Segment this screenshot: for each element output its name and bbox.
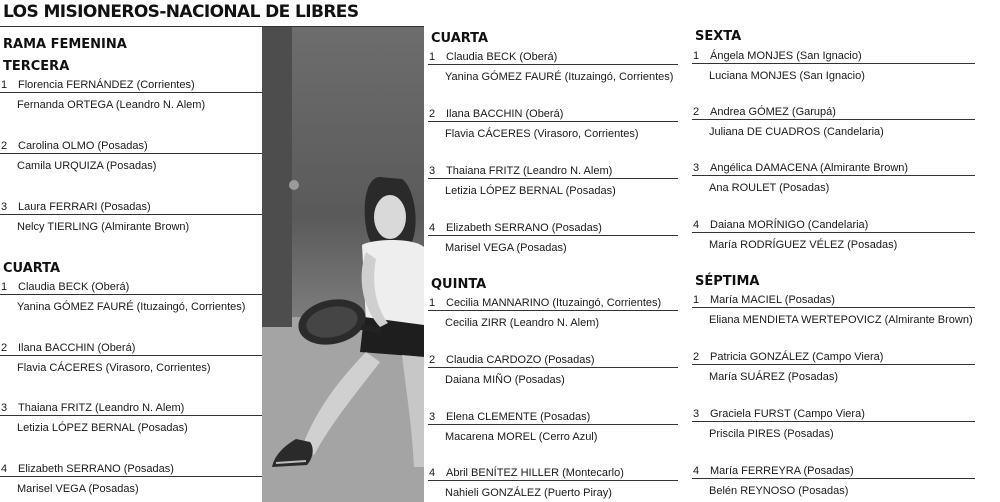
player-1: Claudia BECK (Oberá) (446, 51, 558, 63)
player-1: Thaiana FRITZ (Leandro N. Alem) (446, 165, 613, 177)
player-1: Patricia GONZÁLEZ (Campo Viera) (710, 351, 884, 363)
player-2: Marisel VEGA (Posadas) (17, 483, 139, 495)
player-illustration (262, 27, 424, 502)
player-2: Daiana MIÑO (Posadas) (445, 374, 565, 386)
category-heading-septima: SÉPTIMA (695, 274, 760, 289)
pair-row: 4 Abril BENÍTEZ HILLER (Montecarlo) Nahieli GONZÁLEZ (Puerto Piray) (428, 465, 678, 500)
pair-row: 1 Florencia FERNÁNDEZ (Corrientes) Fernanda ORTEGA (Leandro N. Alem) (0, 77, 262, 112)
pair-row: 2 Ilana BACCHIN (Oberá) Flavia CÁCERES (Virasoro, Corrientes) (0, 340, 262, 375)
player-1: María MACIEL (Posadas) (710, 294, 835, 306)
player-2: Marisel VEGA (Posadas) (445, 242, 567, 254)
player-2: Juliana DE CUADROS (Candelaria) (709, 126, 884, 138)
player-1: Carolina OLMO (Posadas) (18, 140, 148, 152)
pair-row: 1 María MACIEL (Posadas) Eliana MENDIETA WERTEPOVICZ (Almirante Brown) (692, 292, 975, 327)
player-1: Claudia CARDOZO (Posadas) (446, 354, 595, 366)
player-2: Belén REYNOSO (Posadas) (709, 485, 849, 497)
category-heading-cuarta: CUARTA (3, 261, 61, 276)
category-heading-cuarta: CUARTA (431, 31, 489, 46)
pair-row: 4 María FERREYRA (Posadas) Belén REYNOSO (Posadas) (692, 463, 975, 498)
player-2: Camila URQUIZA (Posadas) (17, 160, 157, 172)
player-2: Nelcy TIERLING (Almirante Brown) (17, 221, 190, 233)
player-2: Flavia CÁCERES (Virasoro, Corrientes) (17, 362, 211, 374)
player-1: Thaiana FRITZ (Leandro N. Alem) (18, 402, 185, 414)
player-1: María FERREYRA (Posadas) (710, 465, 854, 477)
player-1: Cecilia MANNARINO (Ituzaingó, Corrientes) (446, 297, 662, 309)
pair-row: 2 Claudia CARDOZO (Posadas) Daiana MIÑO (Posadas) (428, 352, 678, 387)
player-photo (262, 27, 424, 502)
page-title: LOS MISIONEROS-NACIONAL DE LIBRES (3, 2, 359, 22)
pair-row: 3 Thaiana FRITZ (Leandro N. Alem) Letizia LÓPEZ BERNAL (Posadas) (428, 163, 678, 198)
player-1: Andrea GÓMEZ (Garupá) (710, 106, 836, 118)
category-heading-tercera: TERCERA (3, 59, 70, 74)
player-1: Claudia BECK (Oberá) (18, 281, 130, 293)
player-2: María SUÁREZ (Posadas) (709, 371, 838, 383)
player-2: Eliana MENDIETA WERTEPOVICZ (Almirante Brown) (709, 314, 973, 326)
category-heading-sexta: SEXTA (695, 29, 742, 44)
player-2: Luciana MONJES (San Ignacio) (709, 70, 865, 82)
player-1: Ilana BACCHIN (Oberá) (446, 108, 564, 120)
pair-row: 3 Graciela FURST (Campo Viera) Priscila PIRES (Posadas) (692, 406, 975, 441)
player-1: Graciela FURST (Campo Viera) (710, 408, 865, 420)
player-1: Elizabeth SERRANO (Posadas) (446, 222, 602, 234)
pair-row: 1 Claudia BECK (Oberá) Yanina GÓMEZ FAURÉ (Ituzaingó, Corrientes) (428, 49, 678, 84)
pair-row: 4 Elizabeth SERRANO (Posadas) Marisel VEGA (Posadas) (0, 461, 262, 496)
pair-row: 4 Elizabeth SERRANO (Posadas) Marisel VEGA (Posadas) (428, 220, 678, 255)
pair-row: 4 Daiana MORÍNIGO (Candelaria) María RODRÍGUEZ VÉLEZ (Posadas) (692, 217, 975, 252)
player-2: Nahieli GONZÁLEZ (Puerto Piray) (445, 487, 612, 499)
pair-row: 3 Laura FERRARI (Posadas) Nelcy TIERLING (Almirante Brown) (0, 199, 262, 234)
pair-row: 2 Patricia GONZÁLEZ (Campo Viera) María SUÁREZ (Posadas) (692, 349, 975, 384)
pair-row: 1 Cecilia MANNARINO (Ituzaingó, Corrientes) Cecilia ZIRR (Leandro N. Alem) (428, 295, 678, 330)
pair-row: 2 Ilana BACCHIN (Oberá) Flavia CÁCERES (Virasoro, Corrientes) (428, 106, 678, 141)
player-1: Florencia FERNÁNDEZ (Corrientes) (18, 79, 195, 91)
pair-row: 2 Andrea GÓMEZ (Garupá) Juliana DE CUADROS (Candelaria) (692, 104, 975, 139)
player-1: Daiana MORÍNIGO (Candelaria) (710, 219, 869, 231)
player-2: Yanina GÓMEZ FAURÉ (Ituzaingó, Corrientes) (445, 71, 674, 83)
player-1: Ángela MONJES (San Ignacio) (710, 50, 862, 62)
player-1: Elizabeth SERRANO (Posadas) (18, 463, 174, 475)
pair-row: 3 Elena CLEMENTE (Posadas) Macarena MOREL (Cerro Azul) (428, 409, 678, 444)
pair-row: 1 Ángela MONJES (San Ignacio) Luciana MONJES (San Ignacio) (692, 48, 975, 83)
pair-row: 2 Carolina OLMO (Posadas) Camila URQUIZA (Posadas) (0, 138, 262, 173)
player-2: Ana ROULET (Posadas) (709, 182, 830, 194)
player-2: Letizia LÓPEZ BERNAL (Posadas) (445, 185, 616, 197)
pair-row: 3 Thaiana FRITZ (Leandro N. Alem) Letizia LÓPEZ BERNAL (Posadas) (0, 400, 262, 435)
category-heading-quinta: QUINTA (431, 277, 487, 292)
player-1: Elena CLEMENTE (Posadas) (446, 411, 591, 423)
player-2: Fernanda ORTEGA (Leandro N. Alem) (17, 99, 206, 111)
pair-row: 1 Claudia BECK (Oberá) Yanina GÓMEZ FAURÉ (Ituzaingó, Corrientes) (0, 279, 262, 314)
branch-label: RAMA FEMENINA (3, 37, 127, 52)
player-2: Letizia LÓPEZ BERNAL (Posadas) (17, 422, 188, 434)
player-2: Cecilia ZIRR (Leandro N. Alem) (445, 317, 600, 329)
player-1: Angélica DAMACENA (Almirante Brown) (710, 162, 909, 174)
pair-row: 3 Angélica DAMACENA (Almirante Brown) Ana ROULET (Posadas) (692, 160, 975, 195)
player-2: Flavia CÁCERES (Virasoro, Corrientes) (445, 128, 639, 140)
player-1: Laura FERRARI (Posadas) (18, 201, 151, 213)
player-2: Macarena MOREL (Cerro Azul) (445, 431, 598, 443)
player-1: Abril BENÍTEZ HILLER (Montecarlo) (446, 467, 624, 479)
player-1: Ilana BACCHIN (Oberá) (18, 342, 136, 354)
player-2: Priscila PIRES (Posadas) (709, 428, 834, 440)
player-2: María RODRÍGUEZ VÉLEZ (Posadas) (709, 239, 898, 251)
player-2: Yanina GÓMEZ FAURÉ (Ituzaingó, Corrientes) (17, 301, 246, 313)
